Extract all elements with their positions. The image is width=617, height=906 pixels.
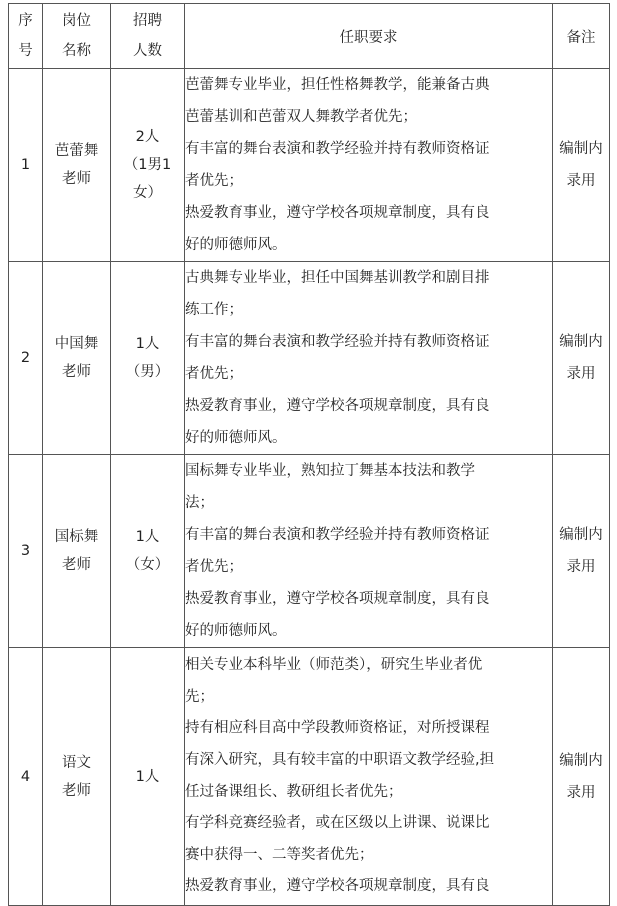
- row-remark: [553, 262, 610, 455]
- row-remark: [553, 69, 610, 262]
- header-no-line: 号: [18, 43, 33, 59]
- requirement-line: 者优先；: [185, 173, 243, 189]
- position-line: 中国舞: [54, 336, 99, 352]
- requirement-line: 好的师德师风。: [185, 623, 287, 639]
- requirement-line: 国标舞专业毕业，熟知拉丁舞基本技法和教学: [185, 463, 475, 479]
- header-position: [43, 4, 111, 69]
- remark-line: 编制内: [559, 752, 603, 769]
- requirement-line: 先；: [185, 688, 214, 705]
- count-line: 1人: [135, 529, 160, 545]
- position-line: 老师: [62, 171, 91, 187]
- recruitment-table: [8, 3, 610, 906]
- requirement-line: 赛中获得一、二等奖者优先；: [185, 846, 374, 863]
- position-line: 老师: [62, 782, 91, 799]
- position-line: 国标舞: [54, 529, 99, 545]
- requirement-line: 热爱教育事业，遵守学校各项规章制度，具有良: [185, 398, 490, 414]
- requirement-line: 古典舞专业毕业，担任中国舞基训教学和剧目排: [185, 270, 490, 286]
- header-no-line: 序: [18, 13, 33, 29]
- row-count: [111, 648, 185, 906]
- row-position: [43, 69, 111, 262]
- table-row: [9, 69, 610, 262]
- row-count: [111, 69, 185, 262]
- count-line: 2人: [135, 129, 160, 145]
- count-line: 1人: [135, 768, 160, 785]
- remark-line: 编制内: [559, 141, 603, 157]
- remark-line: 编制内: [559, 527, 603, 543]
- requirement-line: 有丰富的舞台表演和教学经验并持有教师资格证: [185, 334, 490, 350]
- requirement-line: 好的师德师风。: [185, 430, 287, 446]
- requirement-line: 热爱教育事业，遵守学校各项规章制度，具有良: [185, 591, 490, 607]
- requirement-line: 有学科竞赛经验者，或在区级以上讲课、说课比: [185, 815, 490, 832]
- remark-line: 编制内: [559, 334, 603, 350]
- position-line: 老师: [62, 364, 91, 380]
- row-requirements: [185, 455, 553, 648]
- count-line: （男）: [125, 364, 170, 380]
- requirement-line: 热爱教育事业，遵守学校各项规章制度，具有良: [185, 205, 490, 221]
- header-count: [111, 4, 185, 69]
- row-remark: [553, 455, 610, 648]
- table-row: [9, 648, 610, 906]
- count-line: （女）: [125, 557, 170, 573]
- row-position: [43, 455, 111, 648]
- requirement-line: 芭蕾舞专业毕业，担任性格舞教学，能兼备古典: [185, 77, 490, 93]
- row-requirements: [185, 648, 553, 906]
- row-no: 4: [9, 648, 43, 906]
- remark-line: 录用: [566, 366, 596, 382]
- requirement-line: 好的师德师风。: [185, 237, 287, 253]
- header-no: [9, 4, 43, 69]
- remark-line: 录用: [566, 173, 596, 189]
- position-line: 老师: [62, 557, 91, 573]
- requirement-line: 持有相应科目高中学段教师资格证，对所授课程: [185, 720, 490, 737]
- requirement-line: 者优先；: [185, 559, 243, 575]
- requirement-line: 有深入研究，具有较丰富的中职语文教学经验,担: [185, 751, 495, 768]
- header-remark: 备注: [553, 4, 610, 69]
- table-row: [9, 262, 610, 455]
- row-remark: [553, 648, 610, 906]
- row-count: [111, 262, 185, 455]
- requirement-line: 有丰富的舞台表演和教学经验并持有教师资格证: [185, 141, 490, 157]
- header-count-line: 招聘: [133, 13, 162, 29]
- row-requirements: [185, 262, 553, 455]
- row-count: [111, 455, 185, 648]
- requirement-line: 者优先；: [185, 366, 243, 382]
- header-count-line: 人数: [133, 43, 162, 59]
- remark-line: 录用: [566, 784, 596, 801]
- header-requirements: 任职要求: [185, 4, 553, 69]
- row-no: 1: [9, 69, 43, 262]
- requirement-line: 芭蕾基训和芭蕾双人舞教学者优先；: [185, 109, 417, 125]
- header-position-line: 名称: [62, 43, 91, 59]
- row-requirements: [185, 69, 553, 262]
- row-no: 3: [9, 455, 43, 648]
- requirement-line: 相关专业本科毕业（师范类），研究生毕业者优: [185, 657, 483, 674]
- row-position: [43, 648, 111, 906]
- position-line: 芭蕾舞: [54, 143, 99, 159]
- requirement-line: 热爱教育事业，遵守学校各项规章制度，具有良: [185, 878, 490, 895]
- header-position-line: 岗位: [62, 13, 91, 29]
- count-line: 女）: [133, 185, 162, 201]
- requirement-line: 有丰富的舞台表演和教学经验并持有教师资格证: [185, 527, 490, 543]
- requirement-line: 练工作；: [185, 302, 243, 318]
- requirement-line: 任过备课组长、教研组长者优先；: [185, 783, 403, 800]
- row-no: 2: [9, 262, 43, 455]
- count-line: （1男1: [123, 157, 172, 173]
- table-row: [9, 455, 610, 648]
- count-line: 1人: [135, 336, 160, 352]
- requirement-line: 法；: [185, 495, 214, 511]
- table-header-row: [9, 4, 610, 69]
- remark-line: 录用: [566, 559, 596, 575]
- row-position: [43, 262, 111, 455]
- position-line: 语文: [62, 754, 91, 771]
